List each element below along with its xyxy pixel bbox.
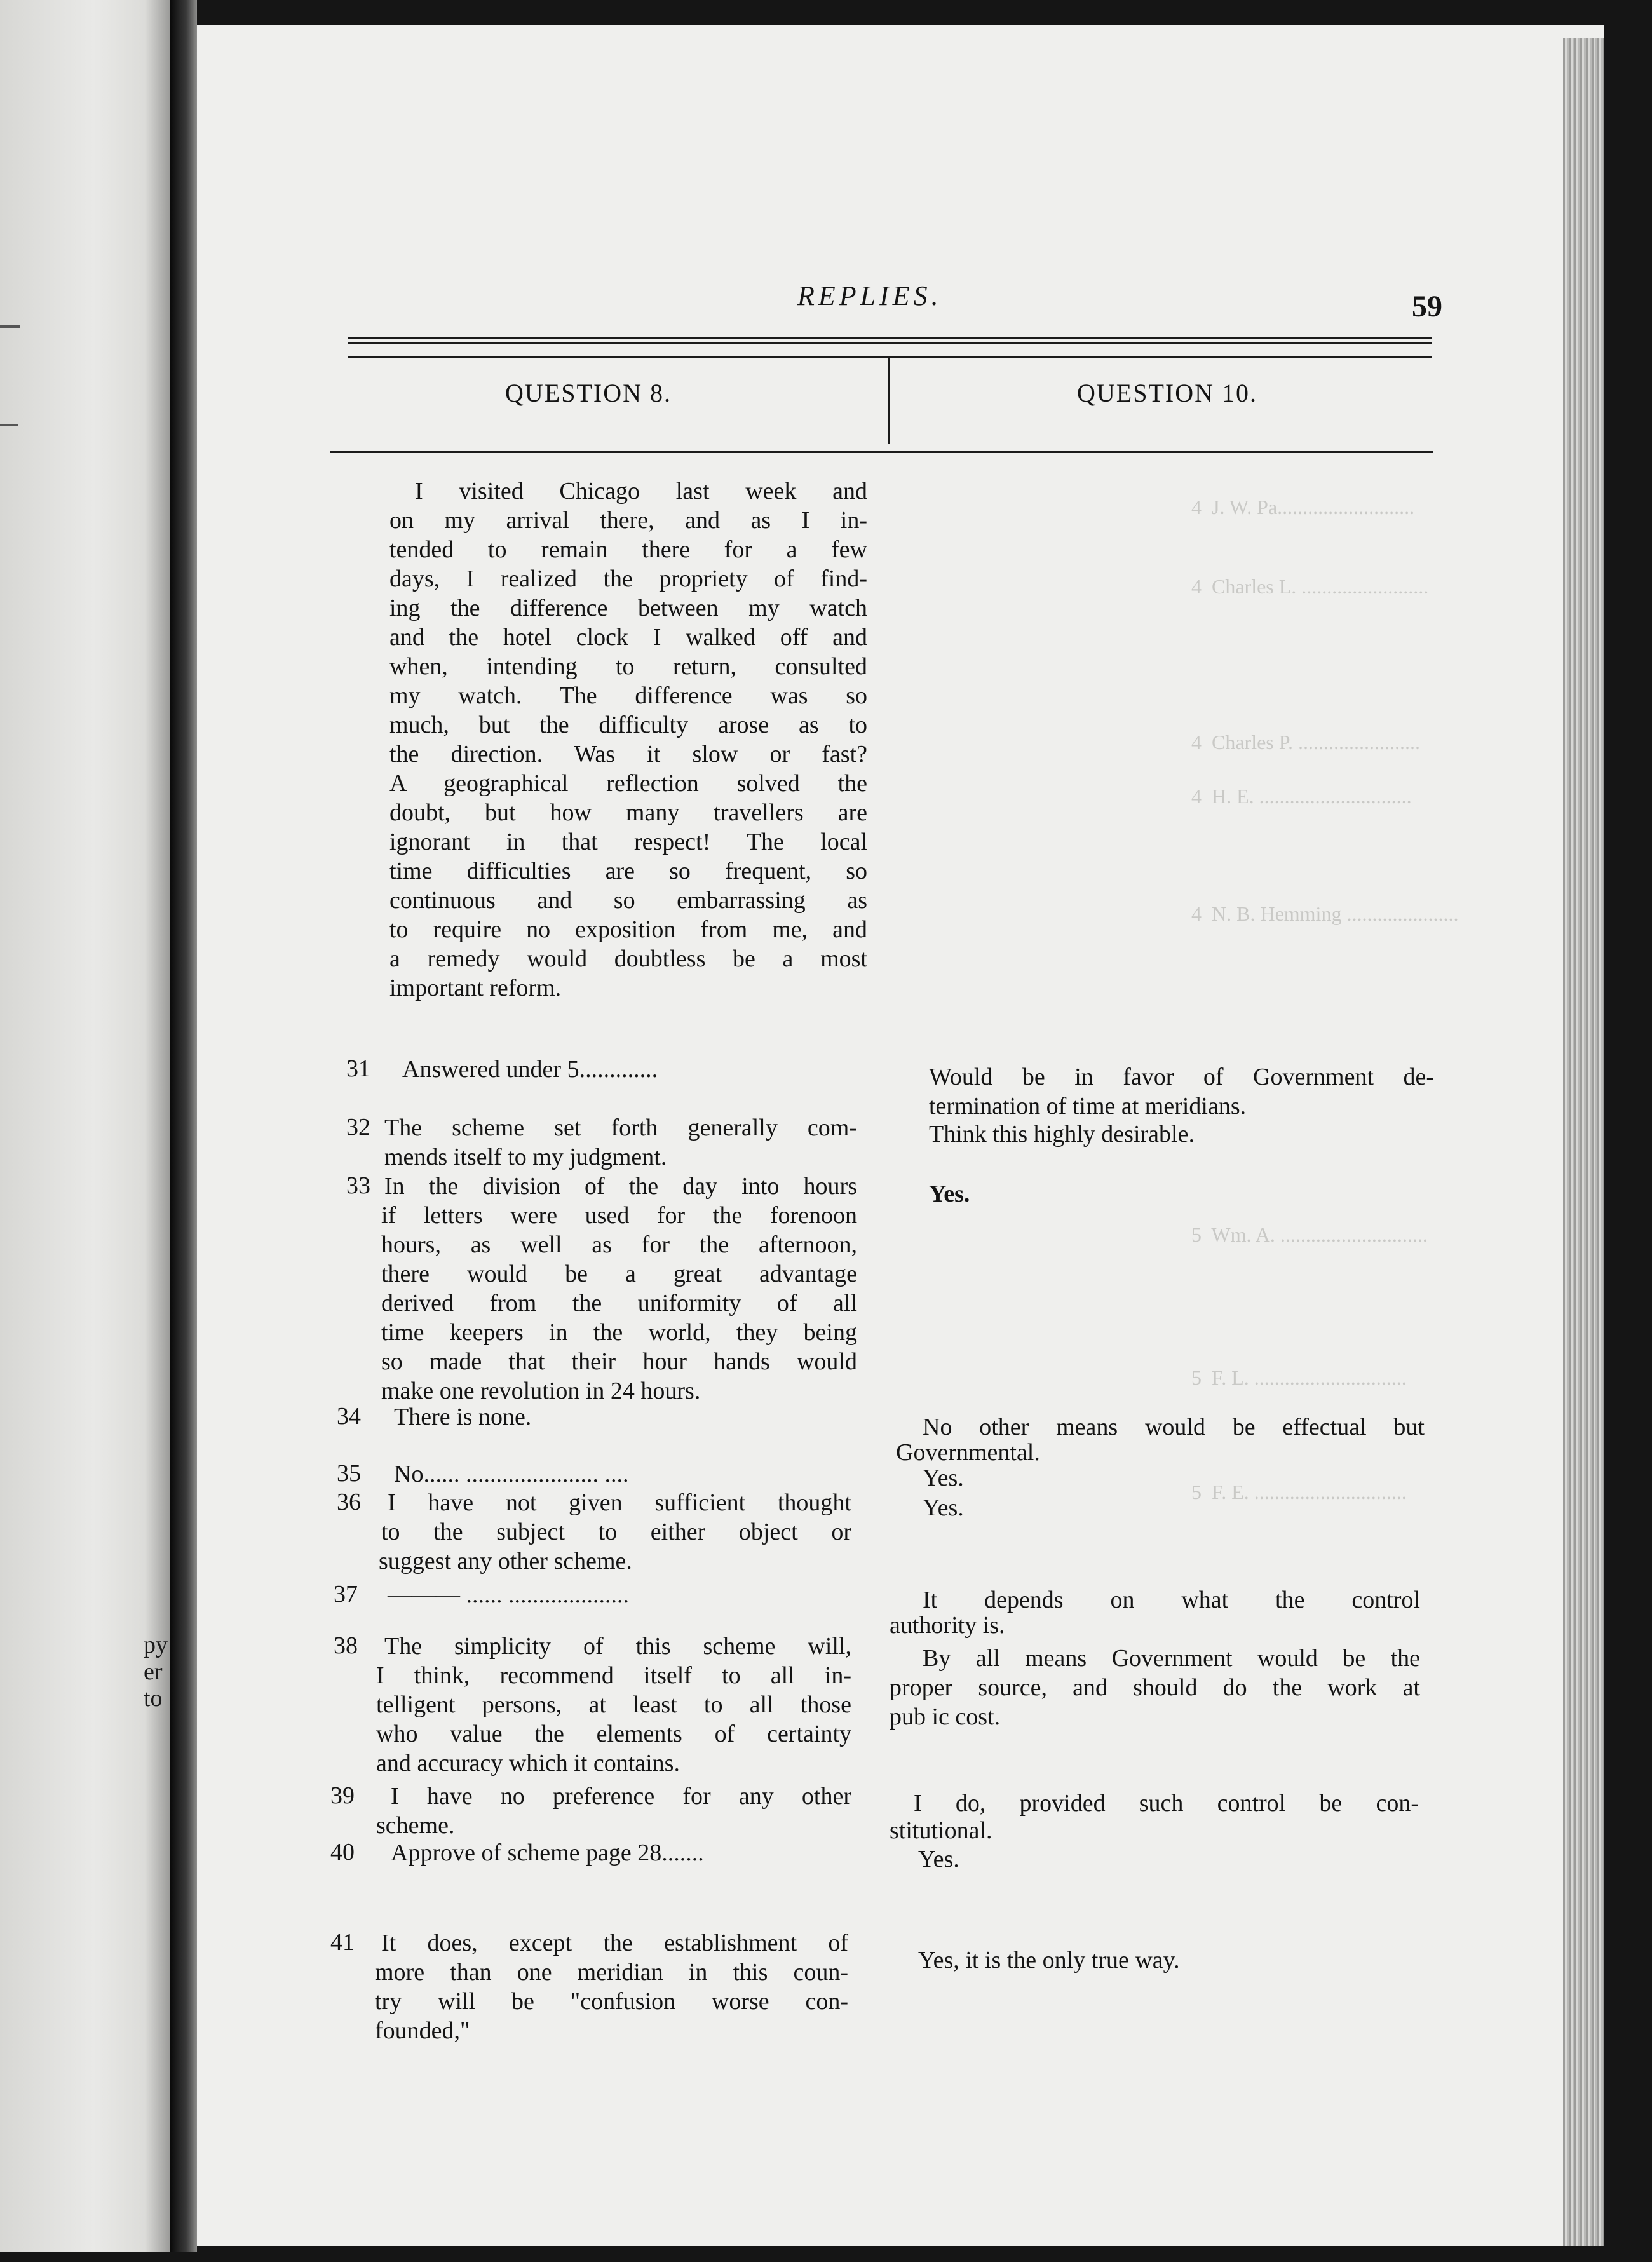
question-10-reply: Yes, it is the only true way. [918,1947,1180,1974]
question-8-reply: In the division of the day into hours [384,1173,857,1200]
question-8-reply: try will be "confusion worse con- [375,1988,848,2015]
question-10-reply: Governmental. [896,1439,1040,1466]
question-10-reply: authority is. [890,1612,1005,1639]
question-8-reply: Approve of scheme page 28....... [391,1839,704,1866]
question-10-reply: pub ic cost. [890,1703,1001,1730]
question-8-reply: The scheme set forth generally com- [384,1114,857,1141]
text-line: my watch. The difference was so [389,682,867,709]
question-10-reply: I do, provided such control be con- [914,1790,1419,1817]
text-line: on my arrival there, and as I in- [389,507,867,534]
question-10-reply: No other means would be effectual but [923,1414,1425,1440]
entry-number: 40 [330,1839,355,1866]
question-8-reply: founded," [375,2017,470,2044]
question-8-reply: there would be a great advantage [381,1261,857,1287]
facing-page-edge [0,0,170,2252]
running-head: REPLIES. [797,280,942,311]
show-through-ghost: 4 H. E. .............................. [1191,785,1412,808]
question-10-reply: Would be in favor of Government de- [929,1064,1434,1090]
question-8-reply: and accuracy which it contains. [376,1750,680,1777]
text-line: time difficulties are so frequent, so [389,858,867,884]
question-8-reply: I have no preference for any other [391,1783,851,1810]
facing-page-fragment: py [144,1632,168,1658]
text-line: when, intending to return, consulted [389,653,867,680]
question-8-reply: scheme. [376,1812,455,1839]
entry-number: 34 [337,1403,361,1430]
text-line: to require no exposition from me, and [389,916,867,943]
header-rule [348,342,1432,344]
question-8-reply: suggest any other scheme. [379,1548,632,1575]
text-line: doubt, but how many travellers are [389,799,867,826]
show-through-ghost: 5 F. E. .............................. [1191,1480,1407,1503]
question-10-reply: stitutional. [890,1817,992,1844]
question-8-reply: No...... ...................... .... [394,1461,629,1487]
show-through-ghost: 4 Charles P. ........................ [1191,731,1420,754]
question-8-reply: more than one meridian in this coun- [375,1959,848,1986]
text-line: much, but the difficulty arose as to [389,712,867,738]
question-8-reply: telligent persons, at least to all those [376,1691,851,1718]
entry-number: 38 [334,1632,358,1659]
question-8-reply: It does, except the establishment of [381,1930,848,1956]
text-line: tended to remain there for a few [389,536,867,563]
entry-number: 33 [346,1172,370,1199]
entry-number: 37 [334,1581,358,1608]
header-rule [348,337,1432,339]
question-10-reply: Yes. [929,1181,970,1207]
facing-page-fragment: to [144,1685,163,1712]
question-8-reply: Answered under 5............. [402,1056,658,1083]
question-8-reply: I have not given sufficient thought [388,1489,851,1516]
entry-number: 35 [337,1460,361,1487]
show-through-ghost: 4 J. W. Pa........................... [1191,496,1415,518]
question-8-reply: derived from the uniformity of all [381,1290,857,1317]
facing-page-mark [0,325,20,328]
text-line: ignorant in that respect! The local [389,829,867,855]
entry-number: 39 [330,1782,355,1809]
column-divider [888,358,890,444]
question-8-reply: make one revolution in 24 hours. [381,1378,701,1404]
question-8-reply: I think, recommend itself to all in- [376,1662,851,1689]
text-line: continuous and so embarrassing as [389,887,867,914]
question-10-reply: Think this highly desirable. [929,1121,1195,1148]
entry-number: 41 [330,1929,355,1956]
question-8-reply: The simplicity of this scheme will, [384,1633,851,1660]
question-8-reply: ——— ...... .................... [388,1581,629,1608]
text-line: ing the difference between my watch [389,595,867,621]
question-10-reply: It depends on what the control [923,1587,1420,1613]
show-through-ghost: 4 Charles L. ......................... [1191,575,1429,598]
question-8-reply: if letters were used for the forenoon [381,1202,857,1229]
column-heading-left: QUESTION 8. [505,379,672,407]
text-line: important reform. [389,975,562,1001]
text-line: and the hotel clock I walked off and [389,624,867,651]
text-line: the direction. Was it slow or fast? [389,741,867,768]
facing-page-mark [0,424,18,426]
entry-number: 31 [346,1055,370,1082]
question-10-reply: Yes. [923,1465,964,1491]
facing-page-fragment: er [144,1658,163,1685]
question-8-reply: time keepers in the world, they being [381,1319,857,1346]
question-10-reply: proper source, and should do the work at [890,1674,1420,1701]
text-line: I visited Chicago last week and [415,478,867,505]
show-through-ghost: 4 N. B. Hemming ...................... [1191,902,1459,925]
question-8-reply: who value the elements of certainty [376,1721,851,1747]
text-line: A geographical reflection solved the [389,770,867,797]
text-line: days, I realized the propriety of find- [389,566,867,592]
entry-number: 32 [346,1114,370,1141]
show-through-ghost: 5 F. L. .............................. [1191,1366,1407,1389]
question-8-reply: mends itself to my judgment. [384,1144,667,1170]
page-number: 59 [1412,290,1442,323]
question-10-reply: Yes. [923,1494,964,1521]
question-8-reply: hours, as well as for the afternoon, [381,1231,857,1258]
question-8-reply: so made that their hour hands would [381,1348,857,1375]
question-8-reply: There is none. [394,1404,532,1430]
question-8-reply: to the subject to either object or [381,1519,851,1545]
page-edge-stack [1563,38,1604,2246]
question-10-reply: Yes. [918,1846,959,1873]
entry-number: 36 [337,1489,361,1515]
question-10-reply: By all means Government would be the [923,1645,1420,1672]
column-heading-right: QUESTION 10. [1077,379,1257,407]
show-through-ghost: 5 Wm. A. ............................. [1191,1223,1428,1246]
book-gutter [170,0,197,2252]
text-line: a remedy would doubtless be a most [389,945,867,972]
header-rule-bottom [330,451,1433,453]
question-10-reply: termination of time at meridians. [929,1093,1247,1120]
